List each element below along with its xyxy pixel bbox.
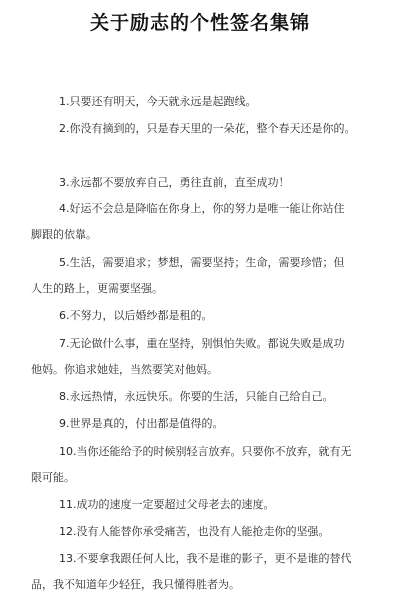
item-text: 5.生活，需要追求；梦想，需要坚持；生命，需要珍惜；但 [59,256,345,269]
list-item [59,411,379,437]
list-item [59,116,379,142]
item-text: 3.永远都不要放弃自己，勇往直前，直至成功！ [59,176,290,189]
list-item [59,303,379,329]
item-text: 1.只要还有明天，今天就永远是起跑线。 [59,95,257,108]
list-item [59,492,379,518]
list-item [59,519,379,545]
item-text: 8.永远热情，永远快乐。你要的生活，只能自己给自己。 [59,390,334,403]
item-text: 2.你没有摘到的，只是春天里的一朵花，整个春天还是你的。 [59,122,356,135]
item-continuation: 品，我不知道年少轻狂，我只懂得胜者为。 [31,578,240,591]
item-continuation: 限可能。 [31,471,75,484]
item-text: 9.世界是真的，付出都是值得的。 [59,417,224,430]
list-item [59,439,379,465]
page-title: 关于励志的个性签名集锦 [89,12,310,34]
item-continuation: 人生的路上，更需要坚强。 [31,282,163,295]
item-continuation: 脚跟的依靠。 [31,228,97,241]
item-text: 12.没有人能替你承受痛苦，也没有人能抢走你的坚强。 [59,525,330,538]
item-text: 11.成功的速度一定要超过父母老去的速度。 [59,498,275,511]
item-text: 4.好运不会总是降临在你身上，你的努力是唯一能让你站住 [59,202,345,215]
list-item [59,89,379,115]
list-item [59,546,379,572]
item-text: 13.不要拿我跟任何人比，我不是谁的影子，更不是谁的替代 [59,552,352,565]
list-item [59,196,379,222]
item-text: 7.无论做什么事，重在坚持，别惧怕失败。都说失败是成功 [59,337,345,350]
list-item [59,331,379,357]
list-item [59,250,379,276]
item-continuation: 他妈。你追求她娃，当然要笑对他妈。 [31,363,218,376]
item-text: 6.不努力，以后婚纱都是租的。 [59,309,213,322]
list-item [59,170,379,196]
item-text: 10.当你还能给予的时候别轻言放弃。只要你不放弃，就有无 [59,445,352,458]
list-item [59,384,379,410]
